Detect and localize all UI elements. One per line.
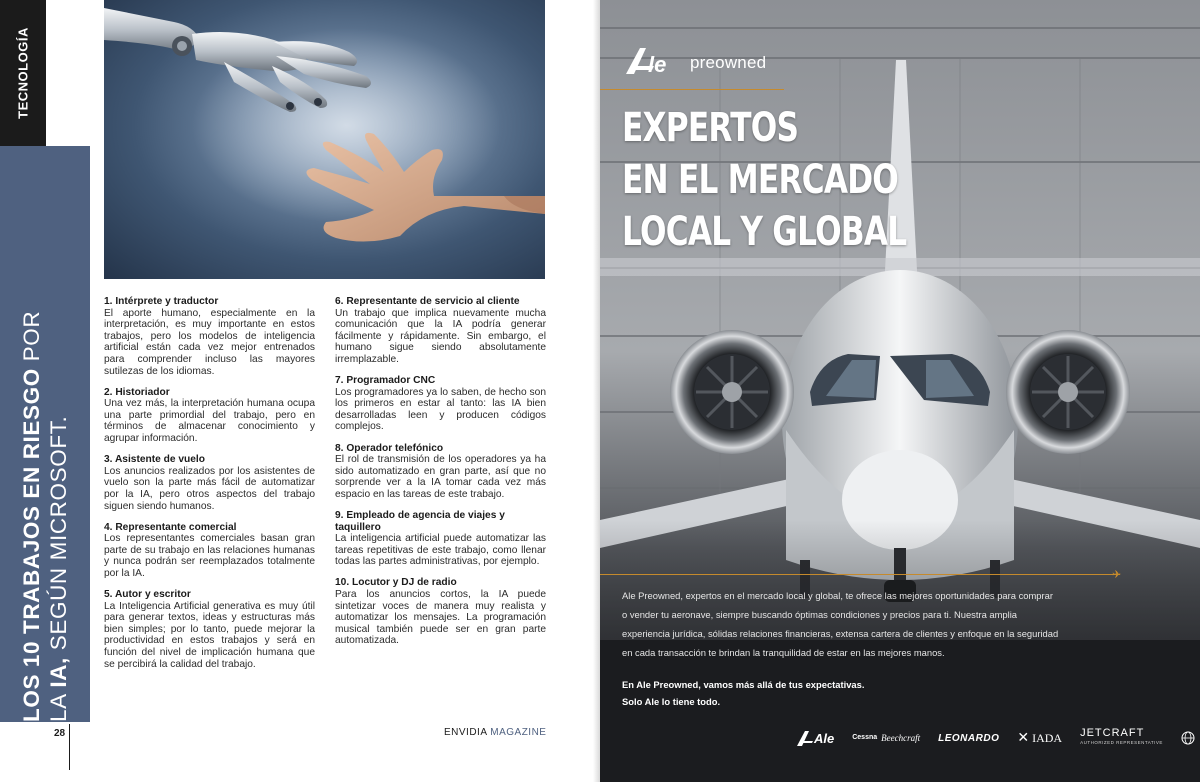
- title-bold-1: LOS 10 TRABAJOS EN RIESGO: [19, 368, 44, 722]
- job-item: [104, 522, 315, 580]
- job-text: La inteligencia artificial puede automatizar las tareas repetitivas de este trabajo, como llenar todas las partes administrativas, por ejemplo.: [335, 533, 546, 568]
- article-title-band: [0, 146, 90, 722]
- partner-jetcraft-sub: AUTHORIZED REPRESENTATIVE: [1080, 740, 1163, 745]
- job-heading: 6. Representante de servicio al cliente: [335, 296, 520, 307]
- article-column-2: [335, 296, 546, 657]
- partner-iada-label: IADA: [1032, 730, 1063, 745]
- job-heading: 9. Empleado de agencia de viajes y taquillero: [335, 510, 505, 533]
- section-tab: [0, 0, 46, 146]
- job-item: [104, 387, 315, 445]
- job-heading: 5. Autor y escritor: [104, 589, 191, 601]
- partner-logos: [796, 728, 1195, 748]
- brand-word: preowned: [690, 53, 767, 72]
- ad-tagline: [622, 676, 1122, 710]
- partner-ale-label: Ale: [814, 730, 835, 746]
- airplane-icon: ✈: [1112, 569, 1122, 581]
- body-line: Ale Preowned, expertos en el mercado local y global, te ofrece las mejores oportunidades para comprar: [622, 590, 1053, 601]
- ad-headline: [622, 102, 906, 258]
- partner-cessna-beechcraft: [852, 734, 920, 742]
- brand-underline: [600, 89, 784, 90]
- article-column-1: [104, 296, 315, 680]
- job-text: La Inteligencia Artificial generativa es muy útil para generar textos, ideas y estructuras más bien simples; por lo tanto, puede mejorar la productividad en estos trabajos y será en función del nivel de implicación humana que se percibirá la calidad del trabajo.: [104, 600, 315, 670]
- partner-leonardo: [938, 733, 999, 744]
- partner-leonardo-label: LEONARDO: [938, 732, 1000, 744]
- ad-body-copy: [622, 586, 1122, 662]
- partner-beechcraft-label: Beechcraft: [881, 733, 921, 743]
- page-number: 28: [54, 728, 66, 739]
- spread-gutter: [593, 0, 600, 782]
- partner-cessna-label: Cessna: [852, 734, 878, 741]
- job-item: [335, 577, 546, 647]
- partner-jetcraft-label: JETCRAFT: [1080, 727, 1145, 739]
- job-text: Los programadores ya lo saben, de hecho son los primeros en estar al tanto: las IA bien desarrolladas leen y producen códigos complejos.: [335, 386, 546, 433]
- ale-logo-icon: [624, 44, 688, 76]
- job-item: [335, 510, 546, 568]
- job-text: Los representantes comerciales basan gran parte de su trabajo en las relaciones humanas y nunca podrán ser reemplazados totalmente por la IA.: [104, 533, 315, 579]
- right-page-ad: [600, 0, 1200, 782]
- headline-line: LOCAL Y GLOBAL: [622, 209, 907, 255]
- job-heading: 10. Locutor y DJ de radio: [335, 577, 457, 589]
- job-item: [335, 296, 546, 366]
- job-heading: 1. Intérprete y traductor: [104, 296, 219, 307]
- job-text: El rol de transmisión de los operadores ya ha sido automatizado en gran parte, así que no sorprende ver a la IA tomar cada vez más espacio en las tareas de este trabajo.: [335, 454, 546, 500]
- title-light-2: LA: [46, 687, 71, 722]
- globe-icon: [1181, 731, 1195, 745]
- body-line: en cada transacción te brindan la tranquilidad de estar en las mejores manos.: [622, 647, 945, 658]
- page-number-divider: [69, 724, 70, 770]
- body-divider: [600, 574, 1120, 575]
- job-text: Para los anuncios cortos, la IA puede sintetizar voces de manera muy realista y automatizar los mensajes. La programación musical también puede ser en gran parte automatizada.: [335, 589, 546, 647]
- title-light-3: SEGÚN MICROSOFT.: [46, 415, 71, 658]
- headline-line: EXPERTOS: [622, 105, 799, 151]
- job-heading: 2. Historiador: [104, 386, 170, 398]
- partner-jetcraft: [1080, 728, 1163, 748]
- partner-iada: [1017, 730, 1062, 747]
- partner-ale: [796, 729, 834, 747]
- job-item: [104, 296, 315, 377]
- title-bold-2: IA,: [46, 657, 71, 688]
- job-item: [104, 589, 315, 670]
- job-heading: 7. Programador CNC: [335, 375, 436, 387]
- title-light-1: POR: [19, 310, 44, 369]
- job-item: [335, 443, 546, 501]
- job-heading: 3. Asistente de vuelo: [104, 454, 205, 466]
- job-heading: 4. Representante comercial: [104, 521, 237, 533]
- robot-human-hands-photo: [104, 0, 545, 279]
- job-text: El aporte humano, especialmente en la interpretación, es muy importante en estos trabajos, pero los modelos de inteligencia artificial están cada vez mejor entrenados para comprender incluso las mayores sutilezas de los idiomas.: [104, 307, 315, 377]
- tagline-line: Solo Ale lo tiene todo.: [622, 696, 721, 707]
- body-line: experiencia jurídica, sólidas relaciones financieras, extensa cartera de clientes y enfoque en la seguridad: [622, 628, 1059, 639]
- job-text: Un trabajo que implica nuevamente mucha comunicación que la IA podría generar fácilmente y rápidamente. Sin embargo, el humano sigue siendo absolutamente irremplazable.: [335, 307, 546, 365]
- article-title: [18, 146, 72, 722]
- magazine-word: MAGAZINE: [490, 727, 547, 738]
- job-item: [335, 375, 546, 433]
- job-text: Los anuncios realizados por los asistentes de vuelo son la parte más fácil de automatizar por la IA, pero otros aspectos del trabajo siguen siendo humanos.: [104, 465, 315, 512]
- ale-preowned-brand: [624, 44, 766, 76]
- job-text: Una vez más, la interpretación humana ocupa una parte primordial del trabajo, pero en términos de almacenar conocimiento y agrupar información.: [104, 398, 315, 445]
- iada-logo-icon: ✕: [1017, 730, 1030, 746]
- job-heading: 8. Operador telefónico: [335, 442, 444, 454]
- body-line: o vender tu aeronave, siempre buscando óptimas condiciones y precios para ti. Nuestra amplia: [622, 609, 1018, 620]
- headline-line: EN EL MERCADO: [622, 157, 899, 203]
- tagline-line: En Ale Preowned, vamos más allá de tus expectativas.: [622, 679, 865, 690]
- magazine-footer: [444, 727, 546, 738]
- section-label: TECNOLOGÍA: [15, 27, 31, 119]
- magazine-name: ENVIDIA: [444, 727, 487, 738]
- job-item: [104, 454, 315, 512]
- svg-text:le: le: [648, 52, 667, 76]
